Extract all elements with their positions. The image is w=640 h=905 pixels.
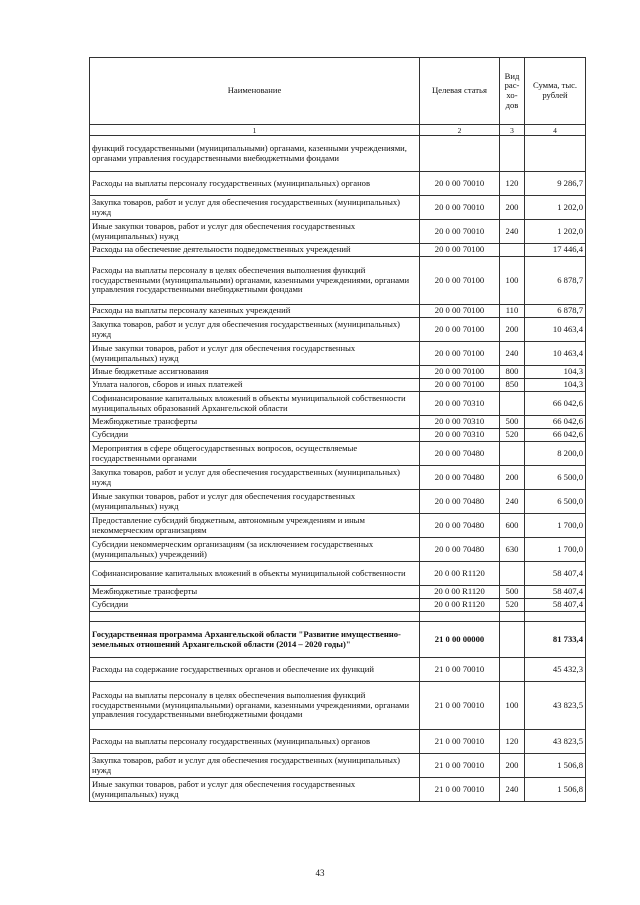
row-code: 21 0 00 70010 — [420, 682, 500, 730]
table-row — [90, 658, 586, 682]
header-code: Целевая статья — [420, 58, 500, 125]
row-sum: 81 733,4 — [525, 622, 586, 658]
row-name: Расходы на выплаты персоналу в целях обеспечения выполнения функций государственными (муниципальными) органами, казенными учреждениями, органами управления государственными внебюджетными фондами — [90, 257, 420, 305]
row-sum: 58 407,4 — [525, 562, 586, 586]
table-row — [90, 586, 586, 599]
row-code: 20 0 00 70480 — [420, 442, 500, 466]
row-sum: 6 878,7 — [525, 257, 586, 305]
row-vid — [500, 562, 525, 586]
table-row — [90, 429, 586, 442]
spacer-cell — [500, 612, 525, 622]
row-vid: 240 — [500, 778, 525, 802]
row-name: Иные закупки товаров, работ и услуг для обеспечения государственных (муниципальных) нужд — [90, 490, 420, 514]
row-sum: 45 432,3 — [525, 658, 586, 682]
spacer-cell — [420, 612, 500, 622]
row-sum: 10 463,4 — [525, 318, 586, 342]
row-name: Иные закупки товаров, работ и услуг для обеспечения государственных (муниципальных) нужд — [90, 220, 420, 244]
row-code: 20 0 00 70480 — [420, 538, 500, 562]
row-sum: 58 407,4 — [525, 586, 586, 599]
spacer-cell — [525, 612, 586, 622]
table-row — [90, 562, 586, 586]
row-vid: 520 — [500, 599, 525, 612]
row-sum: 43 823,5 — [525, 730, 586, 754]
row-sum: 17 446,4 — [525, 244, 586, 257]
row-sum: 66 042,6 — [525, 392, 586, 416]
row-code: 20 0 00 70100 — [420, 257, 500, 305]
table-row — [90, 318, 586, 342]
row-name: Расходы на выплаты персоналу в целях обеспечения выполнения функций государственными (муниципальными) органами, казенными учреждениями, органами управления государственными внебюджетными фондами — [90, 682, 420, 730]
row-code: 21 0 00 70010 — [420, 754, 500, 778]
row-name: Расходы на выплаты персоналу казенных учреждений — [90, 305, 420, 318]
row-sum: 6 878,7 — [525, 305, 586, 318]
row-name: Софинансирование капитальных вложений в объекты муниципальной собственности муниципальных образований Архангельской области — [90, 392, 420, 416]
row-vid: 500 — [500, 416, 525, 429]
row-sum: 9 286,7 — [525, 172, 586, 196]
row-vid: 800 — [500, 366, 525, 379]
row-vid: 520 — [500, 429, 525, 442]
budget-table — [89, 57, 586, 802]
row-code: 20 0 00 70480 — [420, 514, 500, 538]
row-vid — [500, 442, 525, 466]
row-name: Расходы на обеспечение деятельности подведомственных учреждений — [90, 244, 420, 257]
table-row — [90, 305, 586, 318]
row-sum: 104,3 — [525, 366, 586, 379]
row-code: 20 0 00 70010 — [420, 172, 500, 196]
row-code: 20 0 00 70100 — [420, 318, 500, 342]
column-number: 4 — [525, 125, 586, 136]
row-name: Расходы на выплаты персоналу государственных (муниципальных) органов — [90, 730, 420, 754]
table-row — [90, 196, 586, 220]
table-row — [90, 379, 586, 392]
row-code: 21 0 00 00000 — [420, 622, 500, 658]
row-name: Закупка товаров, работ и услуг для обеспечения государственных (муниципальных) нужд — [90, 196, 420, 220]
table-row — [90, 442, 586, 466]
row-name: Расходы на выплаты персоналу государственных (муниципальных) органов — [90, 172, 420, 196]
table-row — [90, 754, 586, 778]
row-vid: 240 — [500, 490, 525, 514]
table-row — [90, 599, 586, 612]
row-code: 20 0 00 70310 — [420, 429, 500, 442]
row-sum: 1 506,8 — [525, 778, 586, 802]
row-sum — [525, 136, 586, 172]
table-row — [90, 342, 586, 366]
row-sum: 58 407,4 — [525, 599, 586, 612]
row-code: 20 0 00 70010 — [420, 220, 500, 244]
document-page — [89, 57, 585, 802]
row-code: 20 0 00 70480 — [420, 466, 500, 490]
row-name: Государственная программа Архангельской области "Развитие имущественно-земельных отношений Архангельской области (2014 – 2020 годы)" — [90, 622, 420, 658]
row-vid: 120 — [500, 730, 525, 754]
row-name: Закупка товаров, работ и услуг для обеспечения государственных (муниципальных) нужд — [90, 754, 420, 778]
row-name: Субсидии — [90, 599, 420, 612]
row-code: 20 0 00 70310 — [420, 392, 500, 416]
row-code: 21 0 00 70010 — [420, 730, 500, 754]
table-header-row — [90, 58, 586, 125]
row-vid: 100 — [500, 257, 525, 305]
table-row — [90, 622, 586, 658]
table-row — [90, 366, 586, 379]
row-name: Иные закупки товаров, работ и услуг для обеспечения государственных (муниципальных) нужд — [90, 778, 420, 802]
table-row — [90, 416, 586, 429]
row-code: 20 0 00 70480 — [420, 490, 500, 514]
table-row — [90, 538, 586, 562]
row-name: Закупка товаров, работ и услуг для обеспечения государственных (муниципальных) нужд — [90, 318, 420, 342]
row-sum: 1 202,0 — [525, 220, 586, 244]
row-vid — [500, 658, 525, 682]
row-vid: 200 — [500, 754, 525, 778]
row-sum: 1 700,0 — [525, 514, 586, 538]
row-code: 20 0 00 70100 — [420, 342, 500, 366]
table-row — [90, 220, 586, 244]
table-row — [90, 244, 586, 257]
row-vid — [500, 136, 525, 172]
row-name: Иные бюджетные ассигнования — [90, 366, 420, 379]
row-sum: 66 042,6 — [525, 429, 586, 442]
row-name: Расходы на содержание государственных органов и обеспечение их функций — [90, 658, 420, 682]
row-code: 20 0 00 70100 — [420, 379, 500, 392]
table-row — [90, 778, 586, 802]
column-number-row — [90, 125, 586, 136]
row-vid — [500, 392, 525, 416]
row-vid: 200 — [500, 196, 525, 220]
spacer-cell — [90, 612, 420, 622]
row-name: Уплата налогов, сборов и иных платежей — [90, 379, 420, 392]
row-sum: 6 500,0 — [525, 466, 586, 490]
row-name: Субсидии — [90, 429, 420, 442]
row-code: 20 0 00 70100 — [420, 366, 500, 379]
row-code: 20 0 00 70010 — [420, 196, 500, 220]
row-sum: 10 463,4 — [525, 342, 586, 366]
table-body — [90, 136, 586, 802]
row-name: функций государственными (муниципальными) органами, казенными учреждениями, органами управления государственными внебюджетными фондами — [90, 136, 420, 172]
spacer-row — [90, 612, 586, 622]
row-vid: 120 — [500, 172, 525, 196]
row-code: 20 0 00 70100 — [420, 244, 500, 257]
table-row — [90, 466, 586, 490]
page-number: 43 — [315, 868, 325, 878]
row-code — [420, 136, 500, 172]
row-sum: 43 823,5 — [525, 682, 586, 730]
row-vid: 200 — [500, 466, 525, 490]
row-name: Субсидии некоммерческим организациям (за исключением государственных (муниципальных) учреждений) — [90, 538, 420, 562]
row-vid: 100 — [500, 682, 525, 730]
table-row — [90, 136, 586, 172]
row-code: 20 0 00 R1120 — [420, 562, 500, 586]
row-vid: 240 — [500, 342, 525, 366]
row-name: Мероприятия в сфере общегосударственных вопросов, осуществляемые государственными органами — [90, 442, 420, 466]
table-row — [90, 172, 586, 196]
row-sum: 104,3 — [525, 379, 586, 392]
row-sum: 1 700,0 — [525, 538, 586, 562]
header-sum: Сумма, тыс. рублей — [525, 58, 586, 125]
row-vid: 200 — [500, 318, 525, 342]
row-sum: 8 200,0 — [525, 442, 586, 466]
row-sum: 66 042,6 — [525, 416, 586, 429]
table-row — [90, 730, 586, 754]
row-sum: 6 500,0 — [525, 490, 586, 514]
column-number: 1 — [90, 125, 420, 136]
table-row — [90, 392, 586, 416]
row-name: Софинансирование капитальных вложений в объекты муниципальной собственности — [90, 562, 420, 586]
table-row — [90, 682, 586, 730]
row-vid: 850 — [500, 379, 525, 392]
row-vid: 110 — [500, 305, 525, 318]
row-vid — [500, 244, 525, 257]
row-code: 20 0 00 R1120 — [420, 586, 500, 599]
table-row — [90, 490, 586, 514]
header-vid: Вид рас-хо-дов — [500, 58, 525, 125]
row-vid: 630 — [500, 538, 525, 562]
row-code: 20 0 00 70100 — [420, 305, 500, 318]
row-code: 20 0 00 R1120 — [420, 599, 500, 612]
column-number: 2 — [420, 125, 500, 136]
row-code: 21 0 00 70010 — [420, 658, 500, 682]
table-row — [90, 257, 586, 305]
row-vid: 240 — [500, 220, 525, 244]
row-vid: 600 — [500, 514, 525, 538]
row-vid: 500 — [500, 586, 525, 599]
header-name: Наименование — [90, 58, 420, 125]
row-name: Закупка товаров, работ и услуг для обеспечения государственных (муниципальных) нужд — [90, 466, 420, 490]
row-name: Межбюджетные трансферты — [90, 586, 420, 599]
row-code: 21 0 00 70010 — [420, 778, 500, 802]
table-row — [90, 514, 586, 538]
row-name: Межбюджетные трансферты — [90, 416, 420, 429]
row-name: Предоставление субсидий бюджетным, автономным учреждениям и иным некоммерческим организациям — [90, 514, 420, 538]
row-name: Иные закупки товаров, работ и услуг для обеспечения государственных (муниципальных) нужд — [90, 342, 420, 366]
row-vid — [500, 622, 525, 658]
row-sum: 1 202,0 — [525, 196, 586, 220]
row-sum: 1 506,8 — [525, 754, 586, 778]
column-number: 3 — [500, 125, 525, 136]
row-code: 20 0 00 70310 — [420, 416, 500, 429]
